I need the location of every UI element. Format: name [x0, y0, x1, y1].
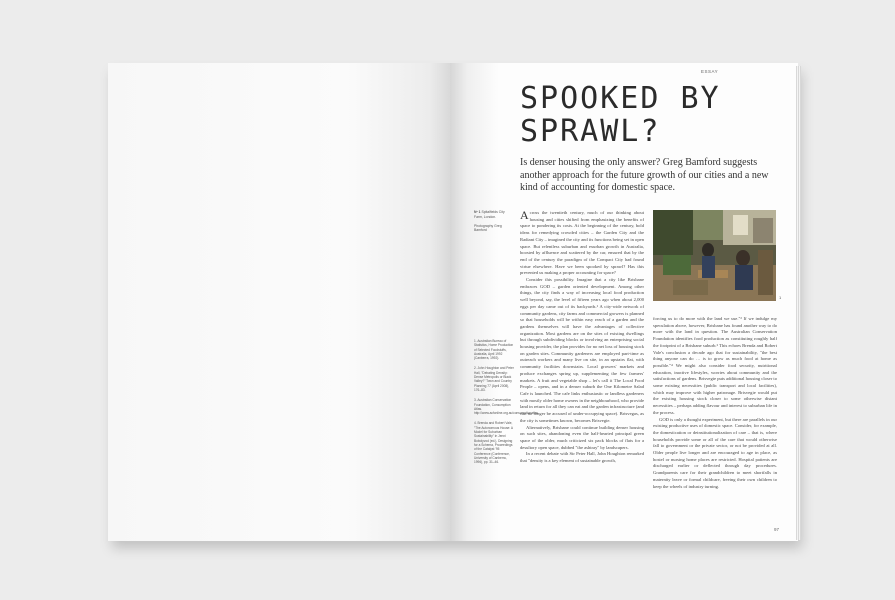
title-line-2: SPRAWL?	[520, 114, 661, 149]
photo-caption	[474, 210, 514, 233]
body-column-2	[653, 316, 777, 516]
footnote: 3. Australian Conservation Foundation, Consumption Atlas. http://www.acfonline.org.au/consumptionatlas	[474, 398, 538, 416]
article-photo	[653, 210, 776, 301]
caption-text: Spitalfields City Farm, London.	[474, 210, 505, 219]
article-standfirst: Is denser housing the only answer? Greg Bamford suggests another approach for the future growth of our cities and a new kind of accounting for domestic space.	[520, 157, 769, 193]
title-line-1: SPOOKED BY	[520, 81, 721, 116]
body-paragraph: Alternatively, Brisbane could continue building denser housing on such sites, abandoning even the half-hearted principal green space of the older, much criticized six pack blocks of flats for a desultory open space, dubbed "the ashtray" by landscapers.	[520, 424, 644, 450]
body-paragraph: GOD is only a thought experiment, but there are parallels in our existing productive uses of domestic space. Consider, for example, the domestication or deinstitutionalization of care – that is, where households provide some or all of the care that would otherwise fall to government or the private sector, or not be provided at all. Older people live longer and are encouraged to age in place, as hostel or nursing home places are restricted. Hospital patients are discharged earlier or deflected through day procedures. Grandparents care for their grandchildren to meet shortfalls in maternity leave or formal childcare, freeing their own children to keep the wheels of industry turning.	[653, 416, 777, 489]
page-edges	[796, 66, 801, 540]
footnote: 4. Brenda and Robert Vale, "The Autonomous House: A Model for Suburban Sustainability" in Jenni Bobolyvod (ed.), Designing for a Schema, Proceedings of the Catalyst '95 Conference (Conference, University of Canberra, 1996), pp. 31–46.	[474, 421, 513, 465]
body-paragraph: Consider this possibility. Imagine that a city like Brisbane embraces GOD – garden oriented development. Among other things, the city finds a way of increasing local food production well beyond, say, the level of fifteen years ago when about 2,000 eggs per day came out of its backyards.¹ A city-wide network of community gardens, city farms and commercial growers is planned so that households will be within easy reach of a garden and the gardens themselves will have the advantages of collective organization. Most gardens are on the sites of existing dwellings but through subdividing blocks or involving an enterprising social housing provider, the plan provides for no net loss of housing stock on garden sites. Community gardeners are employed part-time as outreach workers and many live on site, in an upstairs flat, with community facilities downstairs. Local growers' markets and produce exchanges spring up, supplementing the few farmers' markets. A fruit and vegetable shop – let's call it The Local Food People – opens, and in a denser suburb the One Kilometre Salad Cafe is launched. The cafe links enthusiastic or landless gardeners with mostly older home owners in the neighbourhood, who provide land in return for all they can eat and the garden infrastructure (and can no longer be accused of under-occupying space). Brisvegas, as the city is sometimes known, becomes Brisvegie.	[520, 277, 644, 423]
photo-illustration	[653, 210, 776, 301]
body-paragraph: forcing us to do more with the land we use."² If we indulge my speculation above, however, Brisbane has found another way to do more with the land in question. The Australian Conservation Foundation identifies food production as constituting roughly half the footprint of a Brisbane suburb.³ This echoes Brenda and Robert Vale's conclusion a decade ago that for sustainability, "the best thing anyone can do … is to grow as much food at home as possible."⁴ We might also consider food security, nutritional education, inactive lifestyles, worries about community and the satisfactions of gardens. Brisvegie puts additional housing closer to some existing necessities (public transport and local facilities), which may improve with higher patronage. Brisvegie would put the existing housing stock closer to some otherwise distant necessities – perhaps adding flavour and interest to suburban life in the process.	[653, 316, 777, 415]
body-paragraph: In a recent debate with Sir Peter Hall, John Houghton remarked that "density is a key element of sustainable growth,	[520, 451, 644, 464]
footnote: 1. Australian Bureau of Statistics, Home Production of Selected Foodstuffs, Australia, April 1992 (Canberra, 1992).	[474, 339, 514, 361]
body-paragraph-text: cross the twentieth century, much of our thinking about housing and cities shifted from emphasizing the benefits of space to pondering its costs. At the beginning of the century, bold ideas for remedying crowded cities – the Garden City and the Radiant City – imagined the city and its functions being set in open space. But relentless suburban and exurban growth in Australia, boosted by affluence and scattered by the car, ensured that by the end of the century the paradigm of the Compact City had found virtue elsewhere. Have we been spooked by sprawl? Has this prevented us making a proper accounting for space?	[520, 210, 644, 276]
footnote: 2. John Houghton and Peter Hall, "Debating Density: Dense Metropolis or Black Valley?" Town and Country Planning 77 (April 2008), 176–83.	[474, 366, 514, 392]
photo-number: 1	[779, 295, 782, 300]
caption-number: Nº 1	[474, 210, 481, 214]
section-label: ESSAY	[701, 69, 719, 74]
page-number: 97	[774, 527, 780, 532]
body-paragraph	[520, 210, 644, 277]
left-page-blank	[108, 63, 450, 541]
caption-credit: Photography Greg Bamford	[474, 223, 502, 233]
article-title	[520, 82, 721, 148]
dropcap: A	[520, 210, 529, 222]
footnotes	[474, 339, 538, 470]
body-column-1	[520, 210, 644, 510]
